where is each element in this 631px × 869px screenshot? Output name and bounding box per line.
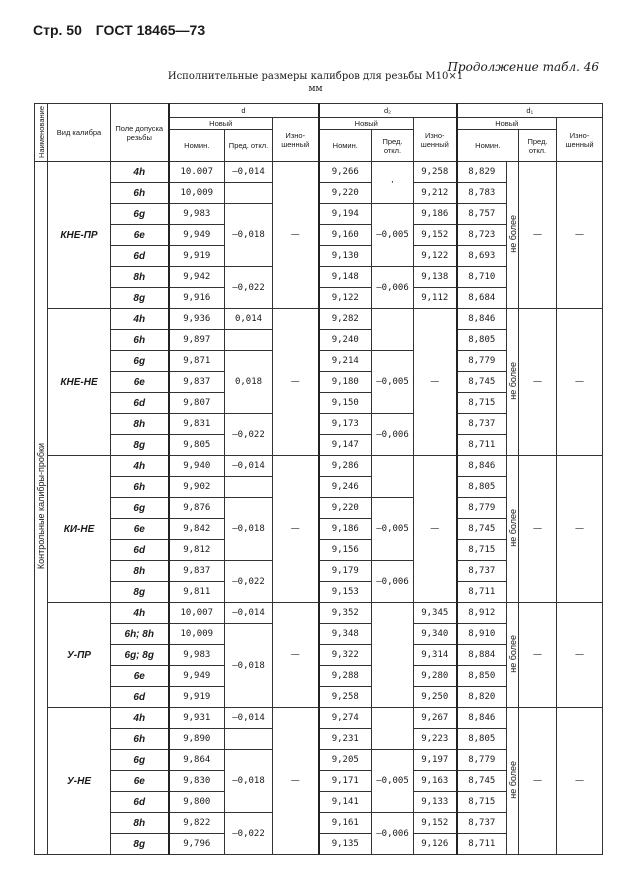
- d2-worn: 9,267: [414, 708, 457, 729]
- d2-deviation: [372, 309, 414, 351]
- d-deviation: —0,018: [225, 498, 273, 561]
- tolerance-field: 6d: [111, 792, 169, 813]
- d2-nominal: 9,186: [319, 519, 372, 540]
- d1-limit-note-text: не более: [507, 508, 518, 547]
- d-deviation: —0,014: [225, 456, 273, 477]
- d2-nominal: 9,156: [319, 540, 372, 561]
- tolerance-field: 6e: [111, 771, 169, 792]
- d2-nominal: 9,160: [319, 225, 372, 246]
- d1-nominal: 8,715: [457, 792, 507, 813]
- d-deviation: —0,022: [225, 813, 273, 855]
- d2-deviation: —0,006: [372, 561, 414, 603]
- d2-deviation: —0,006: [372, 813, 414, 855]
- gauge-table: [34, 103, 603, 855]
- d1-nominal: 8,850: [457, 666, 507, 687]
- table-row: [35, 603, 603, 624]
- d2-nominal: 9,352: [319, 603, 372, 624]
- col-d-header: d: [169, 104, 319, 118]
- d-deviation: [225, 477, 273, 498]
- d2-nominal: 9,173: [319, 414, 372, 435]
- d-deviation: —0,014: [225, 603, 273, 624]
- d2-nominal: 9,122: [319, 288, 372, 309]
- d2-nominal: 9,135: [319, 834, 372, 855]
- d2-worn: 9,152: [414, 813, 457, 834]
- d-new-header: Новый: [169, 118, 273, 130]
- d-worn-header: Изно-шенный: [273, 118, 319, 162]
- d2-nominal: 9,266: [319, 162, 372, 183]
- tolerance-field: 6d: [111, 246, 169, 267]
- d2-worn: 9,212: [414, 183, 457, 204]
- d1-limit-note-text: не более: [507, 760, 518, 799]
- d-nominal: 9,837: [169, 561, 225, 582]
- d2-deviation: —0,005: [372, 750, 414, 813]
- d2-nominal: 9,153: [319, 582, 372, 603]
- d2-new-header: Новый: [319, 118, 414, 130]
- tolerance-field: 6g: [111, 498, 169, 519]
- gauge-type: КНЕ-ПР: [48, 162, 111, 309]
- gauge-type: У-ПР: [48, 603, 111, 708]
- d2-nominal: 9,240: [319, 330, 372, 351]
- tolerance-field: 8h: [111, 561, 169, 582]
- col-d1-header: d₁: [457, 104, 603, 118]
- d-nominal: 9,830: [169, 771, 225, 792]
- d1-limit-note: [507, 162, 519, 309]
- d2-deviation: —0,005: [372, 498, 414, 561]
- tolerance-field: 8g: [111, 288, 169, 309]
- d1-worn-header: Изно-шенный: [557, 118, 603, 162]
- d2-nominal: 9,171: [319, 771, 372, 792]
- d1-limit-note: [507, 456, 519, 603]
- tolerance-field: 4h: [111, 603, 169, 624]
- d2-nominal: 9,282: [319, 309, 372, 330]
- d2-nominal: 9,220: [319, 183, 372, 204]
- d-dev-header: Пред. откл.: [225, 130, 273, 162]
- d2-worn: 9,280: [414, 666, 457, 687]
- d2-deviation: ·: [372, 162, 414, 204]
- d-deviation: —0,022: [225, 267, 273, 309]
- d2-deviation: —0,005: [372, 351, 414, 414]
- group-label: [35, 162, 48, 855]
- tolerance-field: 8h: [111, 267, 169, 288]
- d1-nominal: 8,745: [457, 519, 507, 540]
- d2-worn: 9,163: [414, 771, 457, 792]
- d-deviation: —0,018: [225, 750, 273, 813]
- d1-nominal: 8,711: [457, 582, 507, 603]
- d1-nominal: 8,684: [457, 288, 507, 309]
- d1-worn: —: [557, 456, 603, 603]
- d1-nominal: 8,783: [457, 183, 507, 204]
- tolerance-field: 6g: [111, 351, 169, 372]
- gauge-type: КИ-НЕ: [48, 456, 111, 603]
- d1-deviation: —: [519, 456, 557, 603]
- tolerance-field: 4h: [111, 708, 169, 729]
- d-nominal: 9,796: [169, 834, 225, 855]
- d2-nom-header: Номин.: [319, 130, 372, 162]
- d-deviation: —0,018: [225, 624, 273, 708]
- tolerance-field: 8h: [111, 813, 169, 834]
- d2-worn: 9,138: [414, 267, 457, 288]
- d1-deviation: —: [519, 309, 557, 456]
- d1-nominal: 8,910: [457, 624, 507, 645]
- d2-worn: —: [414, 456, 457, 603]
- tolerance-field: 6h: [111, 477, 169, 498]
- d-deviation: —0,022: [225, 561, 273, 603]
- d2-worn: 9,223: [414, 729, 457, 750]
- d2-deviation: —0,005: [372, 204, 414, 267]
- d2-deviation: [372, 603, 414, 708]
- d2-nominal: 9,231: [319, 729, 372, 750]
- d1-nominal: 8,779: [457, 750, 507, 771]
- d2-nominal: 9,214: [319, 351, 372, 372]
- tolerance-field: 6h: [111, 183, 169, 204]
- d2-nominal: 9,220: [319, 498, 372, 519]
- d-nominal: 9,822: [169, 813, 225, 834]
- table-head: [35, 104, 603, 162]
- d-deviation: 0,018: [225, 351, 273, 414]
- table-unit: мм: [308, 84, 323, 94]
- d2-worn-header: Изно-шенный: [414, 118, 457, 162]
- d-nominal: 9,919: [169, 687, 225, 708]
- d2-deviation: [372, 708, 414, 750]
- d-nominal: 9,805: [169, 435, 225, 456]
- tolerance-field: 8h: [111, 414, 169, 435]
- d1-nominal: 8,693: [457, 246, 507, 267]
- d2-worn: 9,197: [414, 750, 457, 771]
- d-worn: —: [273, 309, 319, 456]
- tolerance-field: 4h: [111, 162, 169, 183]
- tolerance-field: 6g: [111, 750, 169, 771]
- d-worn: —: [273, 162, 319, 309]
- d2-nominal: 9,141: [319, 792, 372, 813]
- d-nominal: 9,983: [169, 204, 225, 225]
- d2-worn: —: [414, 309, 457, 456]
- d1-nominal: 8,711: [457, 834, 507, 855]
- d1-nominal: 8,745: [457, 771, 507, 792]
- d2-nominal: 9,348: [319, 624, 372, 645]
- continuation-note: Продолжение табл. 46: [447, 60, 599, 74]
- d-nominal: 9,983: [169, 645, 225, 666]
- tolerance-field: 6e: [111, 372, 169, 393]
- d2-worn: 9,258: [414, 162, 457, 183]
- d-deviation: —0,018: [225, 204, 273, 267]
- d1-nominal: 8,805: [457, 477, 507, 498]
- d-worn: —: [273, 603, 319, 708]
- d2-nominal: 9,161: [319, 813, 372, 834]
- d1-limit-note: [507, 603, 519, 708]
- col-gauge-type-header: Вид калибра: [48, 104, 111, 162]
- d-nominal: 10,007: [169, 603, 225, 624]
- d1-nominal: 8,737: [457, 813, 507, 834]
- table-title: Исполнительные размеры калибров для резьбы М10×1: [167, 71, 464, 82]
- gauge-type: КНЕ-НЕ: [48, 309, 111, 456]
- col-name-header: Наименование: [35, 104, 48, 162]
- d-nominal: 9,807: [169, 393, 225, 414]
- d-deviation: —0,022: [225, 414, 273, 456]
- d1-nominal: 8,846: [457, 309, 507, 330]
- d1-limit-note-text: не более: [507, 634, 518, 673]
- d-nominal: 9,842: [169, 519, 225, 540]
- table-body: [35, 162, 603, 855]
- d2-nominal: 9,130: [319, 246, 372, 267]
- d1-worn: —: [557, 603, 603, 708]
- d-deviation: 0,014: [225, 309, 273, 330]
- tolerance-field: 6h: [111, 330, 169, 351]
- d-nominal: 9,897: [169, 330, 225, 351]
- d1-limit-note: [507, 708, 519, 855]
- tolerance-field: 6g: [111, 204, 169, 225]
- d2-worn: 9,152: [414, 225, 457, 246]
- d-nom-header: Номин.: [169, 130, 225, 162]
- tolerance-field: 8g: [111, 834, 169, 855]
- col-tolerance-header: Поле допуска резьбы: [111, 104, 169, 162]
- d-deviation: [225, 183, 273, 204]
- d2-worn: 9,112: [414, 288, 457, 309]
- d1-nominal: 8,912: [457, 603, 507, 624]
- d-nominal: 9,936: [169, 309, 225, 330]
- d1-nominal: 8,715: [457, 540, 507, 561]
- d1-nominal: 8,745: [457, 372, 507, 393]
- d-nominal: 10,009: [169, 183, 225, 204]
- d1-nominal: 8,779: [457, 351, 507, 372]
- table-row: [35, 456, 603, 477]
- tolerance-field: 6d: [111, 687, 169, 708]
- d2-nominal: 9,322: [319, 645, 372, 666]
- table-row: [35, 309, 603, 330]
- d2-deviation: —0,006: [372, 414, 414, 456]
- d-deviation: [225, 330, 273, 351]
- d-nominal: 9,902: [169, 477, 225, 498]
- d1-dev-header: Пред. откл.: [519, 130, 557, 162]
- tolerance-field: 6e: [111, 519, 169, 540]
- d2-dev-header: Пред. откл.: [372, 130, 414, 162]
- d2-nominal: 9,147: [319, 435, 372, 456]
- d2-nominal: 9,274: [319, 708, 372, 729]
- d2-worn: 9,345: [414, 603, 457, 624]
- d-nominal: 9,949: [169, 666, 225, 687]
- d1-nominal: 8,805: [457, 330, 507, 351]
- d2-deviation: [372, 456, 414, 498]
- d1-nominal: 8,723: [457, 225, 507, 246]
- d-worn: —: [273, 708, 319, 855]
- tolerance-field: 4h: [111, 309, 169, 330]
- d2-nominal: 9,180: [319, 372, 372, 393]
- d2-deviation: —0,006: [372, 267, 414, 309]
- d2-worn: 9,126: [414, 834, 457, 855]
- d1-nominal: 8,737: [457, 414, 507, 435]
- d-nominal: 9,812: [169, 540, 225, 561]
- col-d2-header: d₂: [319, 104, 457, 118]
- d1-nominal: 8,884: [457, 645, 507, 666]
- table-row: [35, 162, 603, 183]
- d-nominal: 9,871: [169, 351, 225, 372]
- d1-nominal: 8,805: [457, 729, 507, 750]
- d1-nominal: 8,711: [457, 435, 507, 456]
- d2-worn: 9,186: [414, 204, 457, 225]
- d1-nominal: 8,737: [457, 561, 507, 582]
- d-nominal: 9,940: [169, 456, 225, 477]
- tolerance-field: 6h: [111, 729, 169, 750]
- tolerance-field: 6e: [111, 666, 169, 687]
- d2-worn: 9,314: [414, 645, 457, 666]
- d-nominal: 9,931: [169, 708, 225, 729]
- tolerance-field: 6d: [111, 393, 169, 414]
- d1-nom-header: Номин.: [457, 130, 519, 162]
- d2-nominal: 9,258: [319, 687, 372, 708]
- d-deviation: —0,014: [225, 162, 273, 183]
- d2-nominal: 9,288: [319, 666, 372, 687]
- d-nominal: 9,876: [169, 498, 225, 519]
- d2-worn: 9,340: [414, 624, 457, 645]
- d2-nominal: 9,150: [319, 393, 372, 414]
- d2-worn: 9,122: [414, 246, 457, 267]
- tolerance-field: 6e: [111, 225, 169, 246]
- d-nominal: 9,864: [169, 750, 225, 771]
- tolerance-field: 6h; 8h: [111, 624, 169, 645]
- d-nominal: 9,916: [169, 288, 225, 309]
- d1-nominal: 8,820: [457, 687, 507, 708]
- d2-nominal: 9,194: [319, 204, 372, 225]
- d-worn: —: [273, 456, 319, 603]
- tolerance-field: 8g: [111, 435, 169, 456]
- d-nominal: 9,800: [169, 792, 225, 813]
- d-nominal: 9,919: [169, 246, 225, 267]
- d-deviation: —0,014: [225, 708, 273, 729]
- tolerance-field: 6g; 8g: [111, 645, 169, 666]
- gauge-type: У-НЕ: [48, 708, 111, 855]
- d1-nominal: 8,710: [457, 267, 507, 288]
- d2-nominal: 9,205: [319, 750, 372, 771]
- d-nominal: 9,942: [169, 267, 225, 288]
- d1-worn: —: [557, 708, 603, 855]
- d2-nominal: 9,179: [319, 561, 372, 582]
- d-deviation: [225, 729, 273, 750]
- d1-worn: —: [557, 309, 603, 456]
- tolerance-field: 4h: [111, 456, 169, 477]
- d1-new-header: Новый: [457, 118, 557, 130]
- d-nominal: 9,890: [169, 729, 225, 750]
- d2-worn: 9,250: [414, 687, 457, 708]
- tolerance-field: 6d: [111, 540, 169, 561]
- d1-limit-note: [507, 309, 519, 456]
- d-nominal: 9,837: [169, 372, 225, 393]
- d-nominal: 9,811: [169, 582, 225, 603]
- d1-nominal: 8,779: [457, 498, 507, 519]
- d2-nominal: 9,286: [319, 456, 372, 477]
- d2-nominal: 9,246: [319, 477, 372, 498]
- d2-nominal: 9,148: [319, 267, 372, 288]
- d-nominal: 9,949: [169, 225, 225, 246]
- d1-nominal: 8,846: [457, 708, 507, 729]
- page-header: [33, 22, 215, 38]
- group-label-text: Контрольные калибры-пробки: [36, 443, 46, 570]
- d1-deviation: —: [519, 708, 557, 855]
- standard-number: ГОСТ 18465—73: [95, 22, 206, 38]
- d1-nominal: 8,715: [457, 393, 507, 414]
- d2-worn: 9,133: [414, 792, 457, 813]
- d-nominal: 10.007: [169, 162, 225, 183]
- d1-deviation: —: [519, 162, 557, 309]
- d-nominal: 10,009: [169, 624, 225, 645]
- d1-limit-note-text: не более: [507, 214, 518, 253]
- table-row: [35, 708, 603, 729]
- d1-nominal: 8,846: [457, 456, 507, 477]
- d-nominal: 9,831: [169, 414, 225, 435]
- tolerance-field: 8g: [111, 582, 169, 603]
- d1-worn: —: [557, 162, 603, 309]
- d1-deviation: —: [519, 603, 557, 708]
- d1-nominal: 8,829: [457, 162, 507, 183]
- d1-nominal: 8,757: [457, 204, 507, 225]
- d1-limit-note-text: не более: [507, 361, 518, 400]
- page-number: Стр. 50: [33, 22, 82, 38]
